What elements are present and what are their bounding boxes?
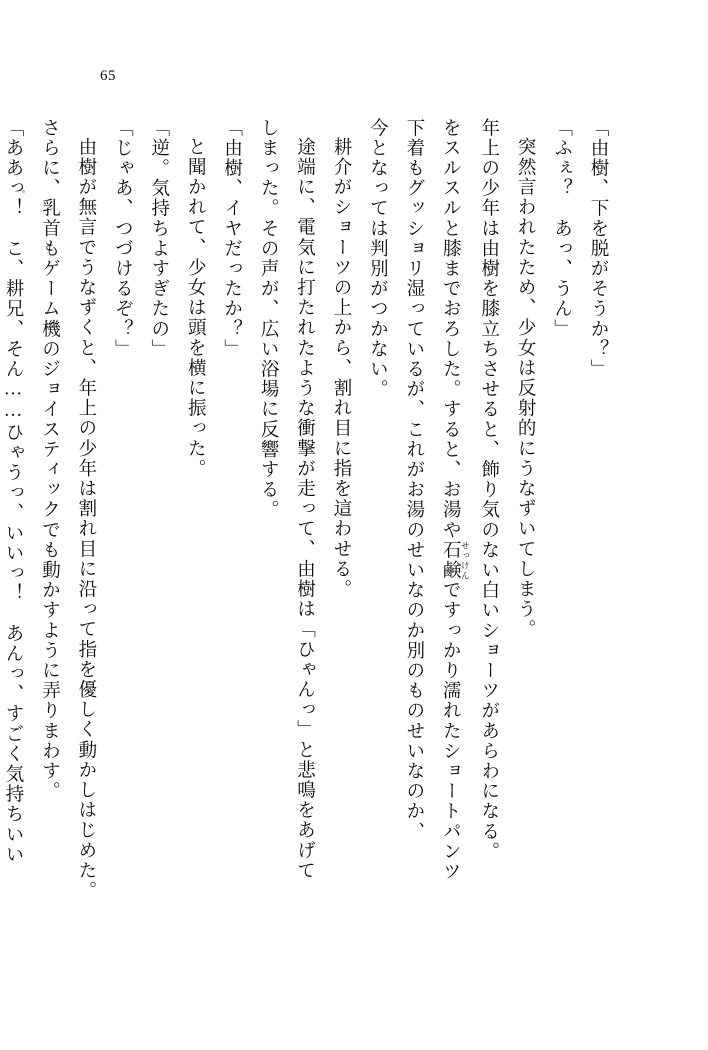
text-line: 由樹が無言でうなずくと、年上の少年は割れ目に沿って指を優しく動かしはじめた。	[75, 136, 96, 901]
text-line: 「ふぇ？ あっ、うん」	[551, 118, 572, 340]
text-line: 下着もグッショリ湿っているが、これがお湯のせいなのか別のものせいなのか、	[403, 118, 424, 842]
text-line: 耕介がショーツの上から、割れ目に指を這わせる。	[330, 136, 351, 599]
text-line: 突然言われたため、少女は反射的にうなずいてしまう。	[515, 136, 536, 639]
ruby-base: 石鹸	[440, 540, 461, 581]
text-line: しまった。その声が、広い浴場に反響する。	[258, 118, 279, 520]
text-line: 途端に、電気に打たれたような衝撃が走って、由樹は「ひゃんっ」と悲鳴をあげて	[294, 136, 315, 881]
text-line: 「由樹、下を脱がそうか？」	[588, 118, 608, 380]
text-line: 今となっては判別がつかない。	[367, 118, 388, 400]
text-line: と聞かれて、少女は頭を横に振った。	[185, 136, 206, 479]
text-line: 「逆。気持ちよすぎたの」	[148, 118, 169, 360]
vertical-text-body	[3, 118, 616, 948]
text-line: さらに、乳首もゲーム機のジョイスティックでも動かすように弄りまわす。	[39, 118, 60, 802]
text-line: 「ああっ！ こ、耕兄、そん……ひゃうっ、いいっ！ あんっ、すごく気持ちいい	[3, 118, 23, 865]
text-line: 「じゃあ、つづけるぞ？」	[112, 118, 133, 360]
ruby-sekken	[440, 540, 471, 581]
text-segment: スルスルと膝までおろした。すると、お湯や	[440, 138, 461, 541]
page-number: 65	[100, 68, 116, 84]
text-segment: を	[440, 118, 461, 139]
ruby-reading: せっけん	[460, 540, 471, 581]
text-line-with-ruby	[432, 118, 470, 948]
text-segment: ですっかり濡れたショートパンツ	[440, 580, 461, 882]
text-line: 年上の少年は由樹を膝立ちさせると、飾り気のない白いショーツがあらわになる。	[478, 118, 499, 862]
text-line: 「由樹、イヤだったか？」	[221, 118, 242, 360]
